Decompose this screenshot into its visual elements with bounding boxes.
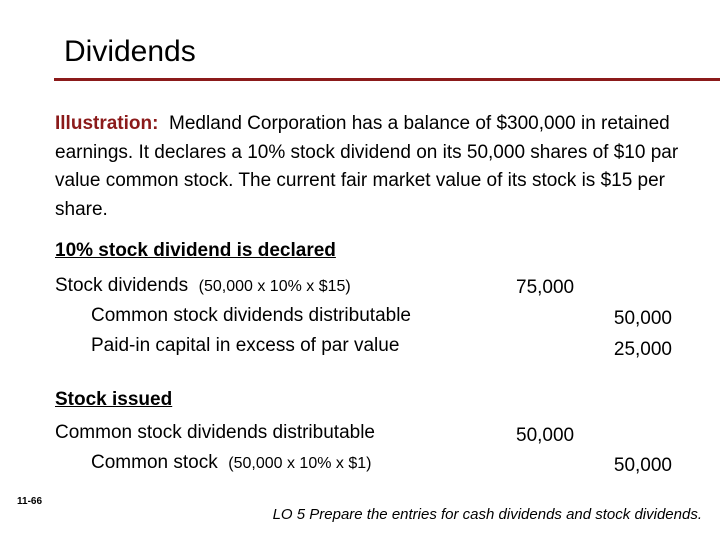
illustration-paragraph [55,110,685,224]
learning-objective-footer: LO 5 Prepare the entries for cash dividends and stock dividends. [272,506,702,523]
issued-credit-line [91,451,371,476]
declared-debit-calc: (50,000 x 10% x $15) [198,278,351,295]
page-number: 11-66 [17,496,43,507]
declared-debit-account: Stock dividends [55,275,189,296]
issued-credit-account: Common stock [91,452,218,473]
illustration-label: Illustration: [55,113,159,134]
issued-credit-calc: (50,000 x 10% x $1) [228,455,372,472]
issued-heading: Stock issued [55,389,173,410]
title-divider [54,78,720,81]
illustration-text: Medland Corporation has a balance of $300,000 in retained earnings. It declares a 10% stock dividend on its 50,000 shares of $10 par value common stock. The current fair market value of its stock is $15 per share. [55,113,679,220]
declared-credit2-account: Paid-in capital in excess of par value [91,335,400,356]
issued-debit-account: Common stock dividends distributable [55,422,375,443]
declared-heading: 10% stock dividend is declared [55,240,336,261]
declared-debit-line [55,274,351,299]
issued-credit-amount: 50,000 [613,455,672,476]
declared-debit-amount: 75,000 [516,277,575,298]
page-title: Dividends [64,35,196,68]
declared-credit2-amount: 25,000 [613,339,672,360]
declared-credit1-amount: 50,000 [613,308,672,329]
declared-credit1-account: Common stock dividends distributable [91,305,411,326]
issued-debit-amount: 50,000 [516,425,575,446]
